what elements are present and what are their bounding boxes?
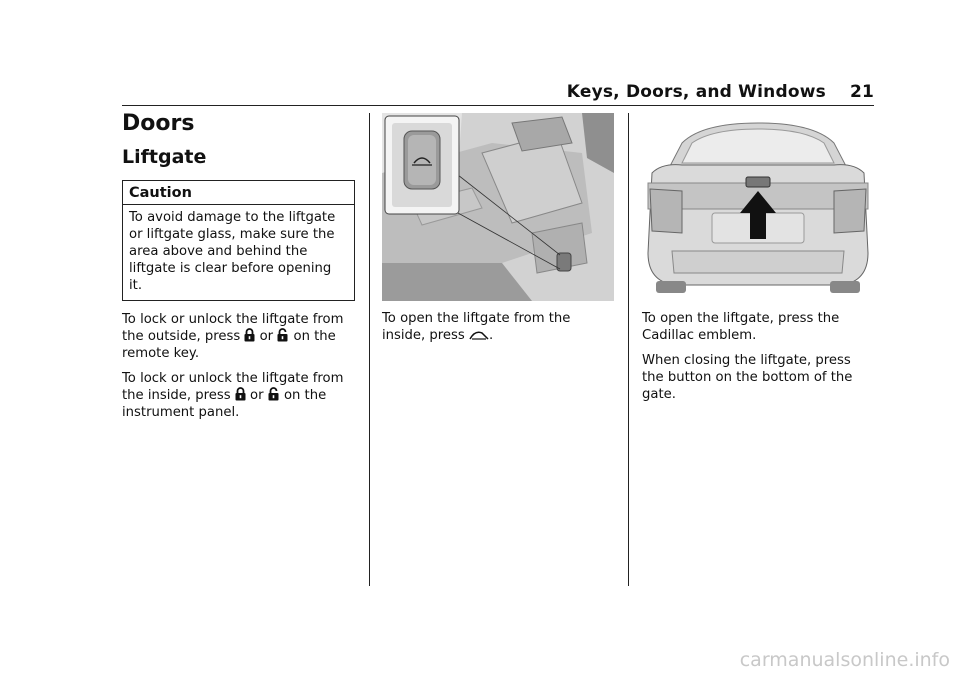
column-3 — [642, 113, 874, 411]
interior-door-switch-illustration — [382, 113, 614, 301]
text-fragment: or — [259, 329, 274, 344]
caution-text: To avoid damage to the liftgate or liftgate glass, make sure the area above and behind the liftgate is clear before opening it. — [129, 210, 336, 293]
column-divider — [628, 113, 629, 586]
text-fragment: . — [489, 328, 494, 343]
paragraph-open-emblem: To open the liftgate, press the Cadillac emblem. — [642, 311, 840, 343]
paragraph-inside-open — [382, 310, 614, 344]
column-1 — [122, 110, 355, 429]
page-header — [567, 82, 874, 102]
header-rule — [122, 105, 874, 106]
paragraph-inside — [122, 370, 355, 421]
column-2 — [382, 113, 614, 352]
text-fragment: To open the liftgate from the inside, press — [382, 311, 571, 343]
watermark: carmanualsonline.info — [739, 649, 950, 671]
text-fragment: or — [250, 388, 264, 403]
text-fragment: To lock or unlock the liftgate from the outside, press — [122, 312, 344, 344]
unlock-icon — [277, 328, 289, 342]
text-fragment: on the remote key. — [122, 329, 336, 361]
section-title: Keys, Doors, and Windows — [566, 82, 826, 102]
caution-box — [122, 180, 355, 301]
caution-title: Caution — [123, 181, 354, 205]
paragraph-outside — [122, 311, 355, 362]
lock-icon — [244, 328, 255, 342]
lock-icon — [235, 387, 246, 401]
column-divider — [369, 113, 370, 586]
subsection-heading: Liftgate — [122, 146, 207, 168]
text-fragment: To lock or unlock the liftgate from the inside, press — [122, 371, 344, 403]
section-heading: Doors — [122, 111, 195, 136]
vehicle-rear-illustration — [642, 113, 874, 301]
paragraph-closing: When closing the liftgate, press the button on the bottom of the gate. — [642, 353, 853, 402]
text-fragment: on the instrument panel. — [122, 388, 327, 420]
page-number: 21 — [849, 82, 874, 102]
unlock-icon — [268, 387, 280, 401]
liftgate-icon — [469, 329, 489, 341]
